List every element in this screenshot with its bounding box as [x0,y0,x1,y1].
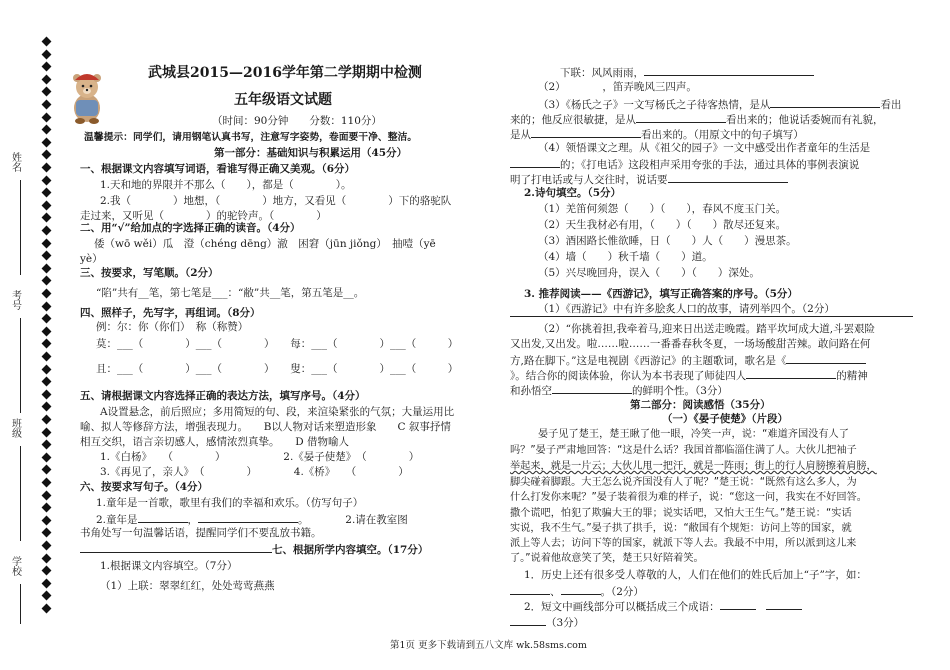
q1-title: 一、根据课文内容填写词语，看谁写得正确又美观。（6分） [80,163,356,175]
passage-title: （一）《晏子使楚》（片段） [662,413,788,425]
passage-line7: 实说，我不生气。”晏子拱了拱手，说：“敝国有个规矩：访问上等的国家，就 [510,523,852,534]
reading-q1-answer: 、 。（2分） [510,583,644,599]
name-line [20,180,21,275]
diamond-ornament [42,566,52,576]
part2-heading: 第二部分：阅读感悟（35分） [630,399,771,411]
q6-line3: 书角处写一句温馨话语，提醒同学们不要乱放书籍。 [80,527,322,539]
xiyou-answer-line[interactable] [510,316,913,317]
diamond-ornament [42,263,52,273]
q1-line3: 走过来，又听见（ ）的驼铃声。（ ） [80,210,327,222]
xiyou-q2-line1: （2）“你挑着担,我牵着马,迎来日出送走晚霞。踏平坎坷成大道,斗罢艰险 [538,323,876,335]
diamond-ornament [42,112,52,122]
q6-line1: 1.童年是一首歌，歌里有我们的幸福和欢乐。（仿写句子） [96,497,364,509]
exam-no-line [20,318,21,413]
q5-line2: 喻、拟人等修辞方法，增强表现力。 B以人物对话来塑造形象 C 叙事抒情 [80,421,451,433]
diamond-ornament [42,200,52,210]
diamond-ornament [42,427,52,437]
reading-q1-blank1[interactable] [510,583,550,595]
passage-line5: 什么打发你来呢？”晏子装着很为难的样子，说：“您这一问，我实在不好回答。 [510,492,867,503]
diamond-ornament [42,452,52,462]
poem-line4: （4）墙（ ）秋千墙（ ）道。 [538,251,713,263]
q6-answer-line[interactable] [80,541,272,553]
school-label: 学校 [9,556,21,576]
diamond-ornament [42,490,52,500]
q2-line1: 倭（wō wěi）瓜 澄（chéng dēng）澈 困窘（jūn jiǒng） 抽噎（yē [94,238,436,250]
warm-tip: 温馨提示：同学们，请用钢笔认真书写，注意写字姿势，卷面要干净、整洁。 [84,132,418,143]
passage-line6: 撒个谎吧，怕犯了欺骗大王的罪；说实话吧，又怕大王生气。”楚王说：“实话 [510,508,852,519]
q7-yang-line3: 是从 看出来的。（用原文中的句子填写） [510,126,804,142]
diamond-ornament [42,213,52,223]
time-score: （时间：90分钟 分数：110分） [212,115,382,127]
diamond-ornament [42,440,52,450]
diamond-ornament [42,62,52,72]
q6-title: 六、按要求写句子。（4分） [80,481,209,493]
diamond-ornament [42,37,52,47]
q2-title: 二、用“√”给加点的字选择正确的读音。（4分） [80,222,301,234]
q5-title: 五、请根据课文内容选择正确的表达方法，填写序号。（4分） [80,390,366,402]
q6-blank1[interactable] [138,511,188,523]
diamond-ornament [42,289,52,299]
poem-line3: （3）酒困路长惟欲睡，日（ ）人（ ）漫思茶。 [538,235,797,247]
diamond-ornament [42,251,52,261]
q4-example: 例：尔：你（你们） 称（称赞） [96,321,249,333]
q7-garden-line1: （4）领悟课文之理。从《祖父的园子》一文中感受出作者童年的生活是 [538,142,871,154]
reading-q2: 2．短文中画线部分可以概括成三个成语： [524,598,802,614]
phone-blank[interactable] [668,171,788,183]
diamond-ornament [42,301,52,311]
diamond-ornament [42,100,52,110]
reading-q1-blank2[interactable] [561,583,601,595]
part1-heading: 第一部分：基础知识与积累运用（45分） [214,147,408,159]
spirit-blank[interactable] [746,367,836,379]
q3-title: 三、按要求，写笔顺。（2分） [80,267,219,279]
q2-line2: yè） [80,253,103,265]
poem-line2: （2）天生我材必有用，（ ）（ ）散尽还复来。 [538,219,787,231]
diamond-ornament [42,465,52,475]
diamond-ornament [42,478,52,488]
page-footer: 第1页 更多下载请到五八文库 wk.58sms.com [390,640,587,651]
song-blank[interactable] [786,352,866,364]
wukong-blank[interactable] [552,382,632,394]
passage-line4: 脚尖碰着脚跟。大王怎么说齐国没有人了呢？”楚王说：“既然有这么多人，为 [510,477,857,488]
class-label: 班级 [9,418,21,438]
diamond-ornament [42,377,52,387]
q7-poem-line: （2） ，笛弄晚风三四声。 [538,81,697,93]
q7-yang-line1: （3）《杨氏之子》一文写杨氏之子待客热情，是从 看出 [538,96,901,112]
q7-title: 七、根据所学内容填空。（17分） [80,541,428,557]
poem-line1: （1）羌笛何须怨（ ）（ ），春风不度玉门关。 [538,203,787,215]
xiyou-q2-line5: 和孙悟空 的鲜明个性。（3分） [510,382,728,398]
q4-title: 四、照样子，先写字，再组词。（8分） [80,307,261,319]
q5-line5: 3.《再见了，亲人》 （ ） 4.《桥》 （ ） [100,466,409,478]
idiom-blank1[interactable] [720,598,756,610]
diamond-ornament [42,578,52,588]
name-label: 姓名 [9,152,21,172]
q4-line-mo: 莫：___（ ）___（ ） 每：___（ ）___（ ） [96,338,459,350]
q3-line1: “陷”共有__笔，第七笔是___：“敝”共__笔，第五笔是__。 [96,287,365,299]
diamond-ornament [42,238,52,248]
reading-q2-line2: （3分） [510,614,584,630]
exam-subtitle: 五年级语文试题 [234,92,332,108]
reading-q1: 1．历史上还有很多受人尊敬的人，人们在他们的姓氏后加上“子”字，如： [524,569,867,581]
diamond-ornament [42,553,52,563]
diamond-ornament [42,150,52,160]
idiom-blank3[interactable] [510,614,546,626]
q7-yang-line2: 来的；他反应很敏捷，是从 看出来的；他说话委婉而有礼貌， [510,111,884,127]
diamond-ornament [42,74,52,84]
school-line [20,584,21,624]
diamond-ornament [42,276,52,286]
diamond-ornament [42,326,52,336]
q5-line4: 1.《白杨》 （ ） 2.《晏子使楚》 （ ） [100,451,420,463]
xiyou-q1: （1）《西游记》中有许多脍炙人口的故事，请列举四个。（2分） [538,303,835,315]
class-line [20,446,21,541]
diamond-ornament [42,87,52,97]
diamond-ornament [42,352,52,362]
q1-line2: 2.我（ ）地想，（ ）地方，又看见（ ）下的骆驼队 [100,195,452,207]
diamond-ornament [42,364,52,374]
q6-blank2[interactable] [198,511,298,523]
diamond-ornament [42,314,52,324]
q4-line-qie: 且：___（ ）___（ ） 叟：___（ ）___（ ） [96,363,459,375]
q7-couplet-upper: （1）上联：翠翠红红，处处莺莺燕燕 [100,580,275,592]
yang-blank2[interactable] [636,111,726,123]
diamond-ornament [42,49,52,59]
diamond-ornament [42,503,52,513]
diamond-ornament [42,541,52,551]
q7-sub1: 1.根据课文内容填空。（7分） [100,560,238,572]
diamond-ornament [42,389,52,399]
diamond-ornament [42,528,52,538]
diamond-ornament [42,591,52,601]
q7-garden-line2: 的；《打电话》这段相声采用夸张的手法，通过具体的事例表演说 [510,156,859,172]
exam-no-label: 考号 [9,290,21,310]
idiom-blank2[interactable] [766,598,802,610]
couplet-blank[interactable] [644,64,814,76]
garden-blank[interactable] [510,156,560,168]
yang-blank1[interactable] [770,96,880,108]
passage-line8: 派上等人去；访问下等的国家，就派下等人去。我最不中用，所以派到这儿来 [510,538,857,549]
diamond-ornament [42,125,52,135]
poem-line5: （5）兴尽晚回舟，误入（ ）（ ）深处。 [538,267,760,279]
q7-2-title: 2.诗句填空。（5分） [524,187,622,199]
passage-line3: 举起来，就是一片云；大伙儿甩一把汗，就是一阵雨；街上的行人肩膀擦着肩膀， [510,461,877,472]
xiyou-q2-line2: 又出发,又出发。啦……啦……一番番春秋冬夏，一场场酸甜苦辣。敢问路在何 [510,338,871,350]
passage-line9: 了。”说着他故意笑了笑，楚王只好陪着笑。 [510,553,704,564]
q7-3-title: 3. 推荐阅读——《西游记》，填写正确答案的序号。（5分） [524,288,798,300]
diamond-ornament [42,175,52,185]
diamond-border [40,38,54,618]
q5-line3: 相互交织，语言亲切感人，感情浓烈真挚。 D 借物喻人 [80,436,350,448]
q1-line1: 1.天和地的界限并不那么（ ），都是（ ）。 [100,179,352,191]
diamond-ornament [42,163,52,173]
passage-line1: 晏子见了楚王，楚王瞅了他一眼，冷笑一声，说：“难道齐国没有人了 [538,429,849,440]
xiyou-q2-line3: 方,路在脚下。”这是电视剧《西游记》的主题歌词，歌名是《 [510,352,866,368]
q6-line2: 2.童年是 ， 。 2.请在教室图 [96,511,408,527]
yang-blank3[interactable] [531,126,641,138]
diamond-ornament [42,137,52,147]
diamond-ornament [42,604,52,614]
diamond-ornament [42,339,52,349]
q7-garden-line3: 明了打电话或与人交往时，说话要 [510,171,788,187]
exam-title: 武城县2015—2016学年第二学期期中检测 [148,65,422,81]
diamond-ornament [42,415,52,425]
diamond-ornament [42,515,52,525]
bear-mascot-image [66,70,108,124]
q5-line1: A设置悬念，前后照应；多用简短的句、段，来渲染紧张的气氛；大量运用比 [100,406,455,418]
diamond-ornament [42,226,52,236]
passage-line2: 吗？”晏子严肃地回答：“这是什么话？我国首都临淄住满了人。大伙儿把袖子 [510,445,857,456]
xiyou-q2-line4: 》。结合你的阅读体验，你认为本书表现了师徒四人 的精神 [510,367,868,383]
diamond-ornament [42,188,52,198]
q7-couplet-lower: 下联：风风雨雨， [560,64,814,80]
diamond-ornament [42,402,52,412]
